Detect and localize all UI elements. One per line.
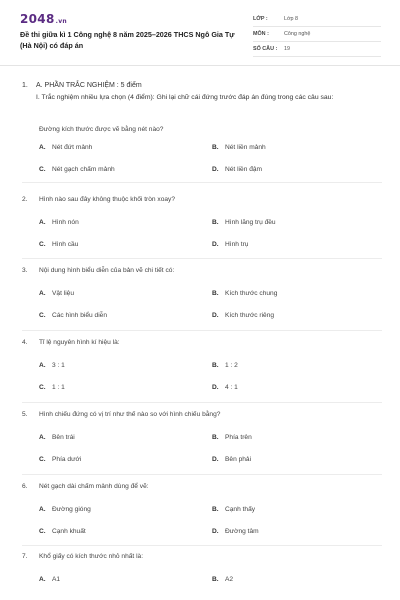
meta-row-class (253, 12, 381, 27)
question-number: 3. (22, 267, 28, 274)
option[interactable] (39, 144, 92, 151)
option[interactable] (212, 434, 252, 441)
option-text: Hình trụ (225, 241, 249, 248)
divider (22, 258, 382, 259)
option-text: Hình cầu (52, 241, 79, 248)
option[interactable] (212, 166, 262, 173)
question-3 (22, 267, 382, 319)
option-key: A. (39, 362, 46, 369)
question-4 (22, 339, 382, 391)
option-key: D. (212, 241, 219, 248)
option-text: Vật liệu (52, 290, 74, 297)
question-text: Đường kích thước được vẽ bằng nét nào? (39, 126, 164, 133)
option-key: B. (212, 506, 219, 513)
site-logo[interactable] (20, 12, 67, 26)
option-text: Các hình biểu diễn (52, 312, 107, 319)
option-text: 3 : 1 (52, 362, 65, 369)
option-text: Kích thước riêng (225, 312, 275, 319)
question-text: Hình chiếu đứng có vị trí như thế nào so với hình chiếu bằng? (39, 411, 221, 418)
question-text: Nội dung hình biểu diễn của bản vẽ chi tiết có: (39, 267, 175, 274)
document-title: Đề thi giữa kì 1 Công nghệ 8 năm 2025–2026 THCS Ngô Gia Tự (Hà Nội) có đáp án (20, 30, 235, 50)
question-number: 6. (22, 483, 28, 490)
option-text: Phía trên (225, 434, 252, 441)
option-text: 1 : 2 (225, 362, 238, 369)
question-text: Hình nào sau đây không thuộc khối tròn xoay? (39, 196, 175, 203)
meta-value: Lớp 8 (284, 16, 299, 22)
logo-text: 2048 (20, 12, 55, 26)
option-key: D. (212, 528, 219, 535)
option-text: Nét đứt mảnh (52, 144, 93, 151)
option-text: A2 (225, 576, 234, 583)
option-key: B. (212, 219, 219, 226)
question-number: 5. (22, 411, 28, 418)
option[interactable] (212, 144, 266, 151)
option[interactable] (39, 456, 81, 463)
question-7 (22, 553, 382, 583)
meta-label: LỚP : (253, 16, 268, 22)
option-text: Kích thước chung (225, 290, 278, 297)
option[interactable] (39, 576, 60, 583)
option[interactable] (212, 506, 255, 513)
divider (22, 545, 382, 546)
section-title: A. PHẦN TRẮC NGHIỆM : 5 điểm (36, 82, 142, 89)
option-key: B. (212, 576, 219, 583)
question-text: Nét gạch dài chấm mảnh dùng để vẽ: (39, 483, 149, 490)
option[interactable] (39, 166, 115, 173)
option-text: Nét liền mảnh (225, 144, 266, 151)
meta-value: 19 (284, 46, 290, 52)
option-text: 1 : 1 (52, 384, 65, 391)
option[interactable] (39, 384, 65, 391)
option-key: C. (39, 166, 46, 173)
option-key: D. (212, 166, 219, 173)
option-key: C. (39, 312, 46, 319)
option-key: D. (212, 312, 219, 319)
logo-tld: .vn (55, 18, 67, 25)
option-key: B. (212, 290, 219, 297)
option-key: C. (39, 528, 46, 535)
option-text: Hình nón (52, 219, 79, 226)
option-key: B. (212, 434, 219, 441)
divider (22, 182, 382, 183)
option[interactable] (212, 528, 259, 535)
option[interactable] (212, 384, 238, 391)
meta-row-count (253, 42, 381, 57)
option-text: Nét liền đậm (225, 166, 263, 173)
option[interactable] (212, 312, 274, 319)
section-number: 1. (22, 82, 28, 89)
option-text: 4 : 1 (225, 384, 238, 391)
question-number: 2. (22, 196, 28, 203)
question-2 (22, 196, 382, 248)
question-6 (22, 483, 382, 535)
option-key: C. (39, 456, 46, 463)
option[interactable] (39, 362, 65, 369)
option-text: Cạnh thấy (225, 506, 256, 513)
option-text: Hình lăng trụ đều (225, 219, 276, 226)
option-text: Bên trái (52, 434, 75, 441)
meta-value: Công nghệ (284, 31, 311, 37)
page-header (0, 0, 400, 66)
meta-row-subject (253, 27, 381, 42)
option[interactable] (39, 241, 78, 248)
option-key: C. (39, 241, 46, 248)
exam-meta (253, 12, 381, 57)
option[interactable] (212, 219, 276, 226)
divider (22, 474, 382, 475)
option-key: B. (212, 144, 219, 151)
divider (22, 402, 382, 403)
option[interactable] (39, 290, 74, 297)
option[interactable] (39, 219, 79, 226)
question-text: Tỉ lệ nguyên hình kí hiệu là: (39, 339, 120, 346)
question-text: Khổ giấy có kích thước nhỏ nhất là: (39, 553, 144, 560)
option-text: Nét gạch chấm mảnh (52, 166, 115, 173)
option[interactable] (212, 241, 248, 248)
option[interactable] (212, 576, 233, 583)
option-key: A. (39, 219, 46, 226)
section-subtitle: I. Trắc nghiệm nhiều lựa chọn (4 điểm): Ghi lại chữ cái đứng trước đáp án đúng trong các câu sau: (36, 94, 334, 101)
option-key: C. (39, 384, 46, 391)
option-key: A. (39, 434, 46, 441)
option-key: A. (39, 506, 46, 513)
option[interactable] (212, 362, 238, 369)
option-text: A1 (52, 576, 61, 583)
question-number: 7. (22, 553, 28, 560)
option[interactable] (39, 528, 86, 535)
option[interactable] (39, 312, 107, 319)
option-key: A. (39, 576, 46, 583)
option[interactable] (39, 506, 91, 513)
option[interactable] (39, 434, 75, 441)
option-text: Phía dưới (52, 456, 82, 463)
option-text: Cạnh khuất (52, 528, 86, 535)
option-key: A. (39, 290, 46, 297)
option-text: Đường tâm (225, 528, 259, 535)
option-text: Bên phải (225, 456, 252, 463)
section-header (22, 82, 382, 103)
option[interactable] (212, 290, 277, 297)
option-key: D. (212, 456, 219, 463)
option-text: Đường gióng (52, 506, 91, 513)
option-key: B. (212, 362, 219, 369)
meta-label: MÔN : (253, 31, 269, 37)
question-number: 4. (22, 339, 28, 346)
option-key: A. (39, 144, 46, 151)
option[interactable] (212, 456, 251, 463)
divider (22, 330, 382, 331)
meta-label: SỐ CÂU : (253, 46, 278, 52)
question-5 (22, 411, 382, 463)
option-key: D. (212, 384, 219, 391)
